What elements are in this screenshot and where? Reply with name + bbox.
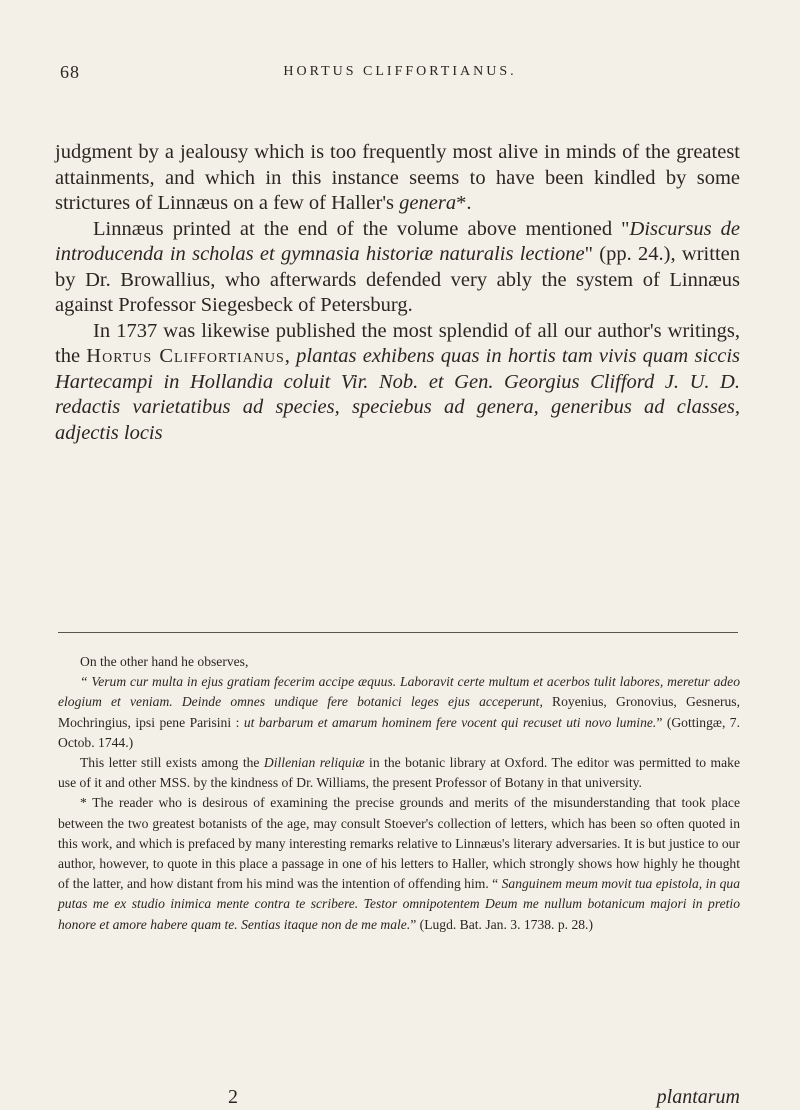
footnotes xyxy=(58,652,740,935)
paragraph-1: judgment by a jealousy which is too frequently most alive in minds of the greatest attainments, and which in this instance seems to have been kindled by some strictures of Linnæus on a few of Haller's genera*. xyxy=(55,141,740,214)
body-text xyxy=(55,140,740,446)
catchword: plantarum xyxy=(656,1086,740,1108)
page-footer xyxy=(58,1086,740,1110)
footnote-asterisk: * The reader who is desirous of examining the precise grounds and merits of the misunderstanding that took place between the two greatest botanists of the age, may consult Stoever's collection of letters, which has been so often quoted in this work, and which is prefaced by many interesting remarks relative to Linnæus's literary adversaries. It is but justice to our author, however, to quote in this place a passage in one of his letters to Haller, which strongly shows how highly he thought of the latter, and how distant from his mind was the intention of offending him. “ Sanguinem meum movit tua epistola, in qua putas me ex studio inimica mente contra te scribere. Testor omnipotentem Deum me nullum botanicum majori in pretio honore et amore habere quam te. Sentias itaque non de me male.” (Lugd. Bat. Jan. 3. 1738. p. 28.) xyxy=(58,795,740,932)
paragraph-2: Linnæus printed at the end of the volume above mentioned "Discursus de introducenda in scholas et gymnasia historiæ naturalis lectione" (pp. 24.), written by Dr. Browallius, who afterwards defended very ably the system of Linnæus against Professor Siegesbeck of Petersburg. xyxy=(55,217,741,316)
signature-mark: 2 xyxy=(228,1086,238,1108)
paragraph-3: In 1737 was likewise published the most splendid of all our author's writings, the Hortus Cliffortianus, plantas exhibens quas in hortis tam vivis quam siccis Hartecampi in Hollandia coluit Vir. Nob. et Gen. Georgius Clifford J. U. D. redactis varietatibus ad species, speciebus ad genera, generibus ad classes, adjectis locis xyxy=(55,319,741,444)
running-title: HORTUS CLIFFORTIANUS. xyxy=(283,64,517,79)
footnote-divider xyxy=(58,632,738,633)
footnote-letter-note: This letter still exists among the Dillenian reliquiæ in the botanic library at Oxford. The editor was permitted to make use of it and other MSS. by the kindness of Dr. Williams, the present Professor of Botany in that university. xyxy=(58,755,740,791)
footnote-continued: On the other hand he observes, xyxy=(80,654,249,669)
footnote-quote: “ Verum cur multa in ejus gratiam fecerim accipe æquus. Laboravit certe multum et acerbos tulit labores, meretur adeo elogium et veniam. Deinde omnes undique fere botanici leges ejus acceperunt, Royenius, Gronovius, Gesnerus, Mochringius, ipsi pene Parisini : ut barbarum et amarum hominem fere vocent qui recuset uti novo lumine.” (Gottingæ, 7. Octob. 1744.) xyxy=(58,674,741,750)
page-header xyxy=(60,62,740,88)
page-number: 68 xyxy=(60,62,80,82)
